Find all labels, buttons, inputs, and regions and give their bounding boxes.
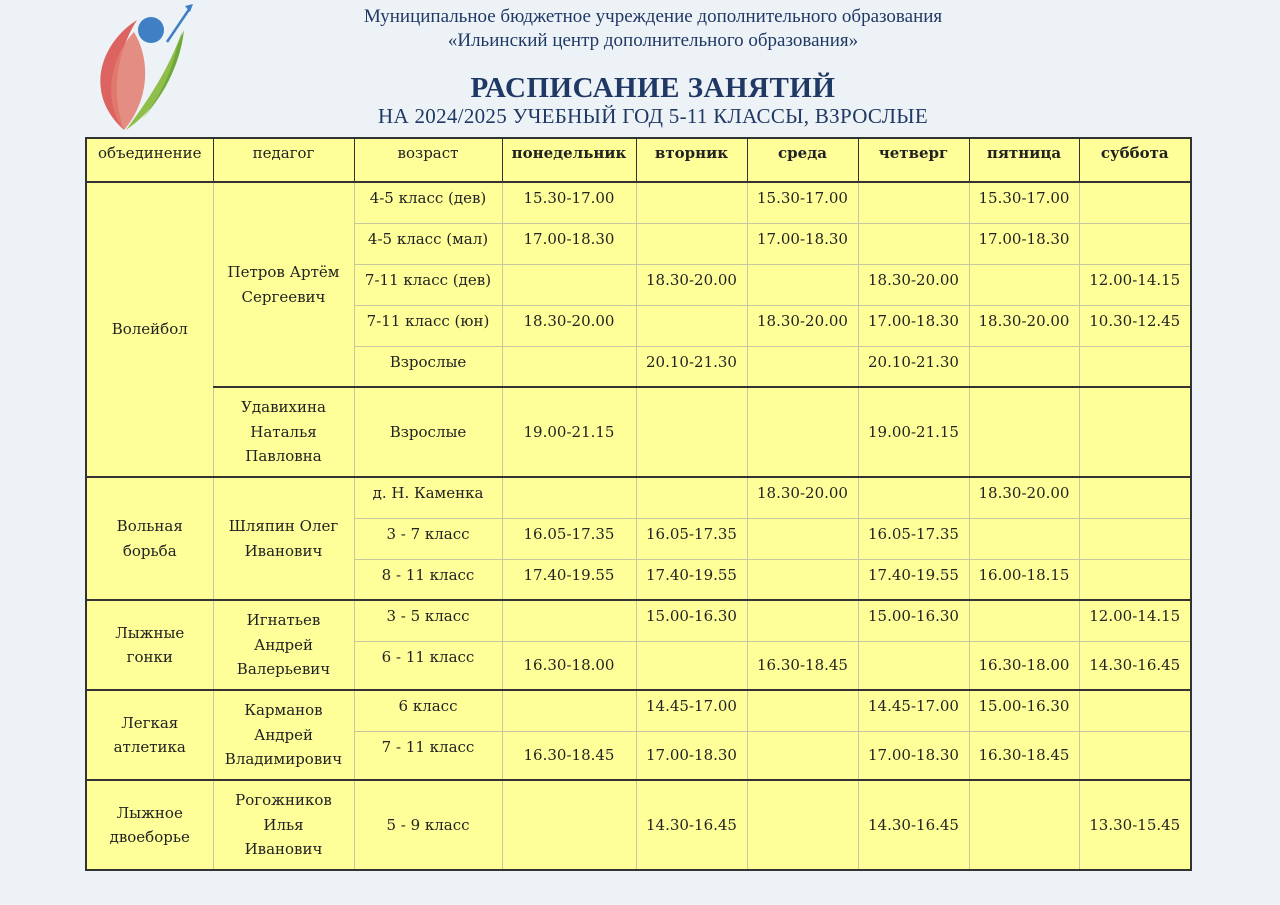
time-cell-thursday: 14.45-17.00 [858,690,969,731]
time-cell-friday [969,518,1079,559]
time-cell-monday: 15.30-17.00 [502,182,636,223]
time-cell-tuesday: 17.40-19.55 [636,559,747,600]
time-cell-tuesday [636,223,747,264]
col-header-saturday: суббота [1079,138,1191,182]
time-cell-wednesday: 18.30-20.00 [747,305,858,346]
time-cell-monday [502,477,636,518]
age-cell: д. Н. Каменка [354,477,502,518]
teacher-cell: Удавихина Наталья Павловна [213,387,354,477]
col-header-association: объединение [86,138,213,182]
page-subtitle: НА 2024/2025 УЧЕБНЫЙ ГОД 5-11 КЛАССЫ, ВЗРОСЛЫЕ [378,104,928,128]
time-cell-wednesday [747,600,858,641]
teacher-cell: Шляпин Олег Иванович [213,477,354,600]
time-cell-monday [502,346,636,387]
org-name-line-2: «Ильинский центр дополнительного образования» [447,30,859,51]
age-cell: Взрослые [354,387,502,477]
teacher-cell: Карманов Андрей Владимирович [213,690,354,780]
time-cell-friday [969,600,1079,641]
time-cell-friday: 15.30-17.00 [969,182,1079,223]
time-cell-tuesday: 20.10-21.30 [636,346,747,387]
time-cell-wednesday [747,387,858,477]
age-cell: 4-5 класс (мал) [354,223,502,264]
time-cell-saturday: 10.30-12.45 [1079,305,1191,346]
col-header-age: возраст [354,138,502,182]
time-cell-tuesday: 17.00-18.30 [636,731,747,780]
time-cell-friday [969,387,1079,477]
time-cell-wednesday [747,346,858,387]
time-cell-monday: 16.05-17.35 [502,518,636,559]
time-cell-monday: 19.00-21.15 [502,387,636,477]
time-cell-monday: 16.30-18.45 [502,731,636,780]
time-cell-wednesday [747,264,858,305]
time-cell-friday: 17.00-18.30 [969,223,1079,264]
association-cell: Вольная борьба [86,477,213,600]
teacher-cell: Петров Артём Сергеевич [213,182,354,387]
time-cell-wednesday [747,518,858,559]
time-cell-tuesday [636,387,747,477]
time-cell-saturday [1079,690,1191,731]
time-cell-tuesday [636,182,747,223]
time-cell-wednesday [747,780,858,870]
association-cell: Легкая атлетика [86,690,213,780]
age-cell: Взрослые [354,346,502,387]
age-cell: 5 - 9 класс [354,780,502,870]
time-cell-friday: 18.30-20.00 [969,305,1079,346]
time-cell-monday [502,690,636,731]
time-cell-saturday: 14.30-16.45 [1079,641,1191,690]
table-row [86,182,1191,223]
table-row [86,600,1191,641]
teacher-cell: Игнатьев Андрей Валерьевич [213,600,354,690]
time-cell-thursday: 17.00-18.30 [858,731,969,780]
time-cell-wednesday [747,731,858,780]
org-name-line-1: Муниципальное бюджетное учреждение дополнительного образования [363,6,943,27]
time-cell-saturday: 12.00-14.15 [1079,600,1191,641]
time-cell-friday [969,346,1079,387]
time-cell-monday [502,600,636,641]
time-cell-thursday [858,477,969,518]
time-cell-monday [502,264,636,305]
time-cell-wednesday: 17.00-18.30 [747,223,858,264]
time-cell-tuesday: 14.45-17.00 [636,690,747,731]
time-cell-thursday: 17.40-19.55 [858,559,969,600]
time-cell-friday: 16.00-18.15 [969,559,1079,600]
time-cell-saturday: 12.00-14.15 [1079,264,1191,305]
time-cell-thursday: 17.00-18.30 [858,305,969,346]
time-cell-saturday [1079,346,1191,387]
time-cell-monday: 17.40-19.55 [502,559,636,600]
time-cell-monday: 18.30-20.00 [502,305,636,346]
time-cell-monday: 17.00-18.30 [502,223,636,264]
age-cell: 6 - 11 класс [354,641,502,690]
time-cell-tuesday [636,305,747,346]
schedule-body [86,182,1191,870]
age-cell: 7 - 11 класс [354,731,502,780]
time-cell-saturday [1079,477,1191,518]
header [250,5,1056,128]
age-cell: 4-5 класс (дев) [354,182,502,223]
col-header-teacher: педагог [213,138,354,182]
time-cell-thursday [858,223,969,264]
col-header-monday: понедельник [502,138,636,182]
time-cell-tuesday: 14.30-16.45 [636,780,747,870]
col-header-wednesday: среда [747,138,858,182]
time-cell-wednesday: 16.30-18.45 [747,641,858,690]
association-cell: Лыжные гонки [86,600,213,690]
time-cell-monday: 16.30-18.00 [502,641,636,690]
age-cell: 6 класс [354,690,502,731]
time-cell-thursday: 14.30-16.45 [858,780,969,870]
time-cell-friday [969,264,1079,305]
time-cell-friday: 16.30-18.45 [969,731,1079,780]
time-cell-wednesday: 18.30-20.00 [747,477,858,518]
schedule-table [85,137,1192,871]
age-cell: 8 - 11 класс [354,559,502,600]
time-cell-friday [969,780,1079,870]
age-cell: 7-11 класс (дев) [354,264,502,305]
time-cell-wednesday [747,559,858,600]
time-cell-saturday: 13.30-15.45 [1079,780,1191,870]
time-cell-saturday [1079,387,1191,477]
time-cell-thursday: 15.00-16.30 [858,600,969,641]
time-cell-wednesday [747,690,858,731]
time-cell-tuesday: 16.05-17.35 [636,518,747,559]
association-cell: Лыжное двоеборье [86,780,213,870]
col-header-thursday: четверг [858,138,969,182]
time-cell-friday: 16.30-18.00 [969,641,1079,690]
time-cell-friday: 15.00-16.30 [969,690,1079,731]
time-cell-wednesday: 15.30-17.00 [747,182,858,223]
col-header-tuesday: вторник [636,138,747,182]
time-cell-thursday [858,641,969,690]
page-title: РАСПИСАНИЕ ЗАНЯТИЙ [470,72,836,104]
time-cell-thursday: 19.00-21.15 [858,387,969,477]
time-cell-thursday: 16.05-17.35 [858,518,969,559]
time-cell-tuesday: 18.30-20.00 [636,264,747,305]
col-header-friday: пятница [969,138,1079,182]
teacher-cell: Рогожников Илья Иванович [213,780,354,870]
time-cell-saturday [1079,182,1191,223]
time-cell-thursday [858,182,969,223]
age-cell: 3 - 5 класс [354,600,502,641]
age-cell: 7-11 класс (юн) [354,305,502,346]
time-cell-monday [502,780,636,870]
time-cell-saturday [1079,223,1191,264]
table-header-row [86,138,1191,182]
time-cell-tuesday: 15.00-16.30 [636,600,747,641]
table-row [86,387,1191,477]
time-cell-tuesday [636,477,747,518]
time-cell-thursday: 20.10-21.30 [858,346,969,387]
age-cell: 3 - 7 класс [354,518,502,559]
time-cell-saturday [1079,559,1191,600]
time-cell-saturday [1079,731,1191,780]
table-row [86,780,1191,870]
time-cell-thursday: 18.30-20.00 [858,264,969,305]
time-cell-saturday [1079,518,1191,559]
table-row [86,477,1191,518]
time-cell-tuesday [636,641,747,690]
association-cell: Волейбол [86,182,213,477]
time-cell-friday: 18.30-20.00 [969,477,1079,518]
logo-icon [82,2,197,134]
table-row [86,690,1191,731]
